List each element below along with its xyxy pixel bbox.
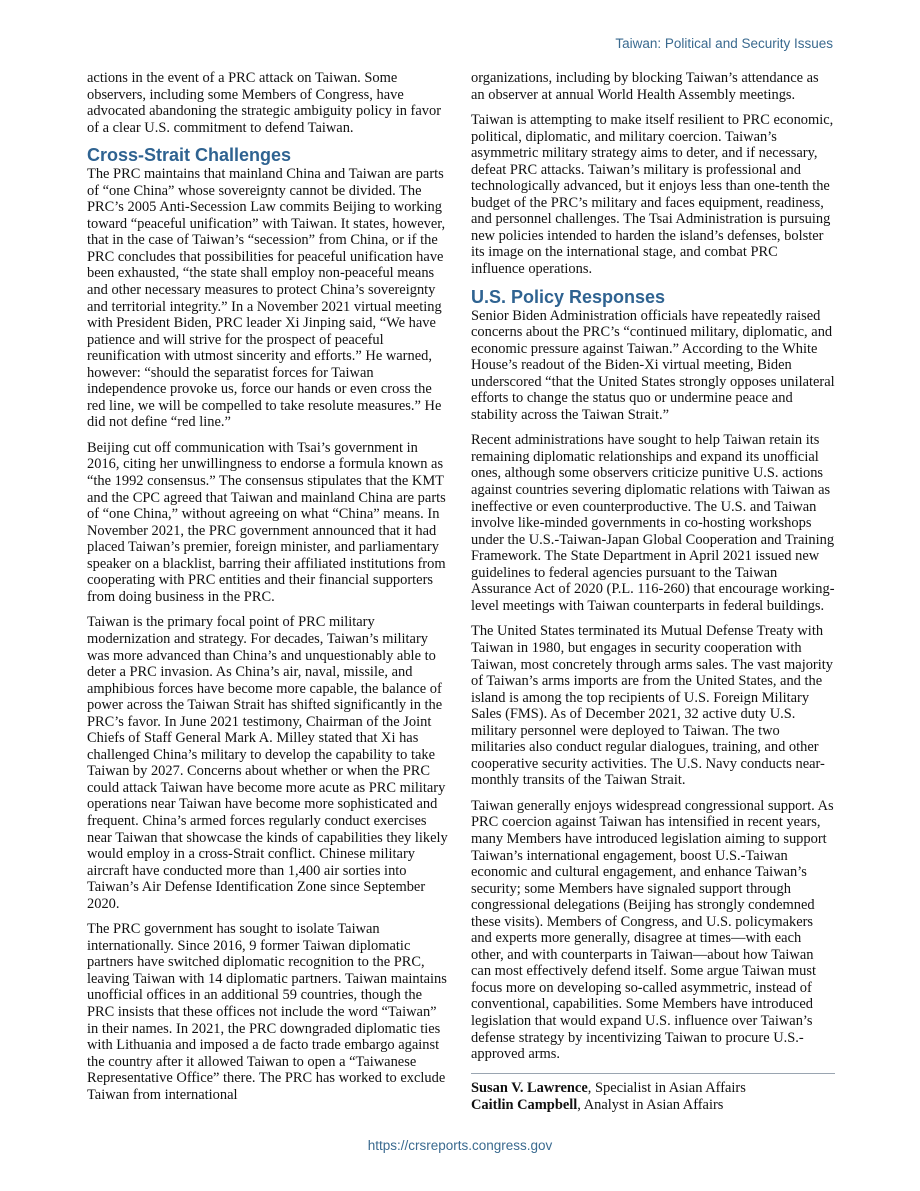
author-name: Caitlin Campbell (471, 1097, 578, 1114)
paragraph: Taiwan is attempting to make itself resilient to PRC economic, political, diplomatic, and military coercion. Taiwan’s asymmetric military strategy aims to deter, and if necessary, defeat PRC attacks. Taiwan’s military is professional and technologically advanced, but it enjoys less than one-tenth the budget of the PRC’s military and faces equipment, readiness, and personnel challenges. The Tsai Administration is pursuing new policies intended to harden the island’s defenses, bolster its image on the international stage, and combat PRC influence operations. (471, 112, 834, 278)
author-role: , Specialist in Asian Affairs (587, 1079, 746, 1096)
paragraph: Recent administrations have sought to help Taiwan retain its remaining diplomatic relationships and expand its unofficial ones, although some observers criticize punitive U.S. actions against countries severing diplomatic relations with Taiwan as ineffective or even counterproductive. The U.S. and Taiwan involve like-minded governments in co-hosting workshops under the U.S.-Taiwan-Japan Global Cooperation and Training Framework. The State Department in April 2021 issued new guidelines to federal agencies pursuant to the Taiwan Assurance Act of 2020 (P.L. 116-260) that encourage working-level meetings with Taiwan counterparts in federal buildings. (471, 432, 835, 614)
paragraph: Taiwan generally enjoys widespread congressional support. As PRC coercion against Taiwan has intensified in recent years, many Members have introduced legislation aiming to support Taiwan’s international engagement, boost U.S.-Taiwan economic and cultural engagement, and enhance Taiwan’s security; some Members have signaled support through congressional delegations (Beijing has strongly condemned these visits). Members of Congress, and U.S. policymakers and experts more generally, disagree at times—with each other, and with counterparts in Taiwan—about how Taiwan can most effectively defend itself. Some argue Taiwan must focus more on developing so-called asymmetric, instead of conventional, capabilities. Some Members have introduced legislation that would expand U.S. influence over Taiwan’s defense strategy by incentivizing Taiwan to procure U.S.-approved arms. (471, 797, 834, 1063)
right-column (471, 70, 835, 1115)
section-heading-us-policy: U.S. Policy Responses (471, 286, 666, 307)
paragraph: The PRC maintains that mainland China and Taiwan are parts of “one China” whose sovereignty cannot be divided. The PRC’s 2005 Anti-Secession Law commits Beijing to working toward “peaceful unification” with Taiwan. It states, however, that in the case of Taiwan’s “secession” from China, or if the PRC concludes that possibilities for peaceful unification have been exhausted, “the state shall employ non-peaceful means and other necessary measures to protect China’s sovereignty and territorial integrity.” In a November 2021 virtual meeting with President Biden, PRC leader Xi Jinping said, “We have patience and will strive for the prospect of peaceful reunification with utmost sincerity and efforts.” He warned, however: “should the separatist forces for Taiwan independence provoke us, force our hands or even cross the red line, we will be compelled to take resolute measures.” He did not define “red line.” (87, 166, 446, 431)
running-header: Taiwan: Political and Security Issues (615, 36, 833, 51)
author-line (471, 1097, 835, 1115)
paragraph: Beijing cut off communication with Tsai’s government in 2016, citing her unwillingness to endorse a formula known as “the 1992 consensus.” The consensus stipulates that the KMT and the CPC agreed that Taiwan and mainland China are parts of “one China,” without agreeing on what “China” means. In November 2021, the PRC government announced that it had placed Taiwan’s premier, foreign minister, and parliamentary speaker on a blacklist, barring their affiliated institutions from cooperating with PRC entities and their financial supporters from doing business in the PRC. (87, 439, 446, 605)
author-name: Susan V. Lawrence (471, 1079, 588, 1096)
author-line (471, 1080, 835, 1098)
author-block (471, 1073, 835, 1115)
paragraph: organizations, including by blocking Taiwan’s attendance as an observer at annual World Health Assembly meetings. (471, 70, 819, 103)
paragraph: The United States terminated its Mutual Defense Treaty with Taiwan in 1980, but engages in security cooperation with Taiwan, most concretely through arms sales. The vast majority of Taiwan’s arms imports are from the United States, and the island is among the top recipients of U.S. Foreign Military Sales (FMS). As of December 2021, 32 active duty U.S. military personnel were deployed to Taiwan. The two militaries also conduct regular dialogues, training, and other cooperative security activities. The U.S. Navy conducts near-monthly transits of the Taiwan Strait. (471, 623, 833, 789)
paragraph: Taiwan is the primary focal point of PRC military modernization and strategy. For decades, Taiwan’s military was more advanced than China’s and unquestionably able to deter a PRC invasion. As China’s air, naval, missile, and amphibious forces have become more capable, the balance of power across the Taiwan Strait has shifted significantly in the PRC’s favor. In June 2021 testimony, Chairman of the Joint Chiefs of Staff General Mark A. Milley stated that Xi has challenged China’s military to develop the capability to take Taiwan by 2027. Concerns about whether or when the PRC could attack Taiwan have become more acute as PRC military operations near Taiwan have become more sophisticated and frequent. China’s armed forces regularly conduct exercises near Taiwan that showcase the kinds of capabilities they likely would employ in a cross-Strait conflict. Chinese military aircraft have conducted more than 1,400 air sorties into Taiwan’s Air Defense Identification Zone since September 2020. (87, 614, 448, 912)
footer-url-link[interactable]: https://crsreports.congress.gov (367, 1138, 553, 1153)
paragraph: actions in the event of a PRC attack on Taiwan. Some observers, including some Members of Congress, have advocated abandoning the strategic ambiguity policy in favor of a clear U.S. commitment to defend Taiwan. (87, 70, 442, 136)
paragraph: The PRC government has sought to isolate Taiwan internationally. Since 2016, 9 former Taiwan diplomatic partners have switched diplomatic recognition to the PRC, leaving Taiwan with 14 diplomatic partners. Taiwan maintains unofficial offices in an additional 59 countries, though the PRC insists that these offices not include the word “Taiwan” in their names. In 2021, the PRC downgraded diplomatic ties with Lithuania and imposed a de facto trade embargo against the country after it allowed Taiwan to open a “Taiwanese Representative Office” there. The PRC has worked to exclude Taiwan from international (87, 921, 447, 1103)
author-role: , Analyst in Asian Affairs (577, 1097, 724, 1114)
left-column (87, 70, 451, 1112)
paragraph: Senior Biden Administration officials have repeatedly raised concerns about the PRC’s “continued military, diplomatic, and economic pressure against Taiwan.” According to the White House’s readout of the Biden-Xi virtual meeting, Biden underscored “that the United States strongly opposes unilateral efforts to change the status quo or undermine peace and stability across the Taiwan Strait.” (471, 307, 835, 423)
section-heading-cross-strait: Cross-Strait Challenges (87, 145, 292, 166)
